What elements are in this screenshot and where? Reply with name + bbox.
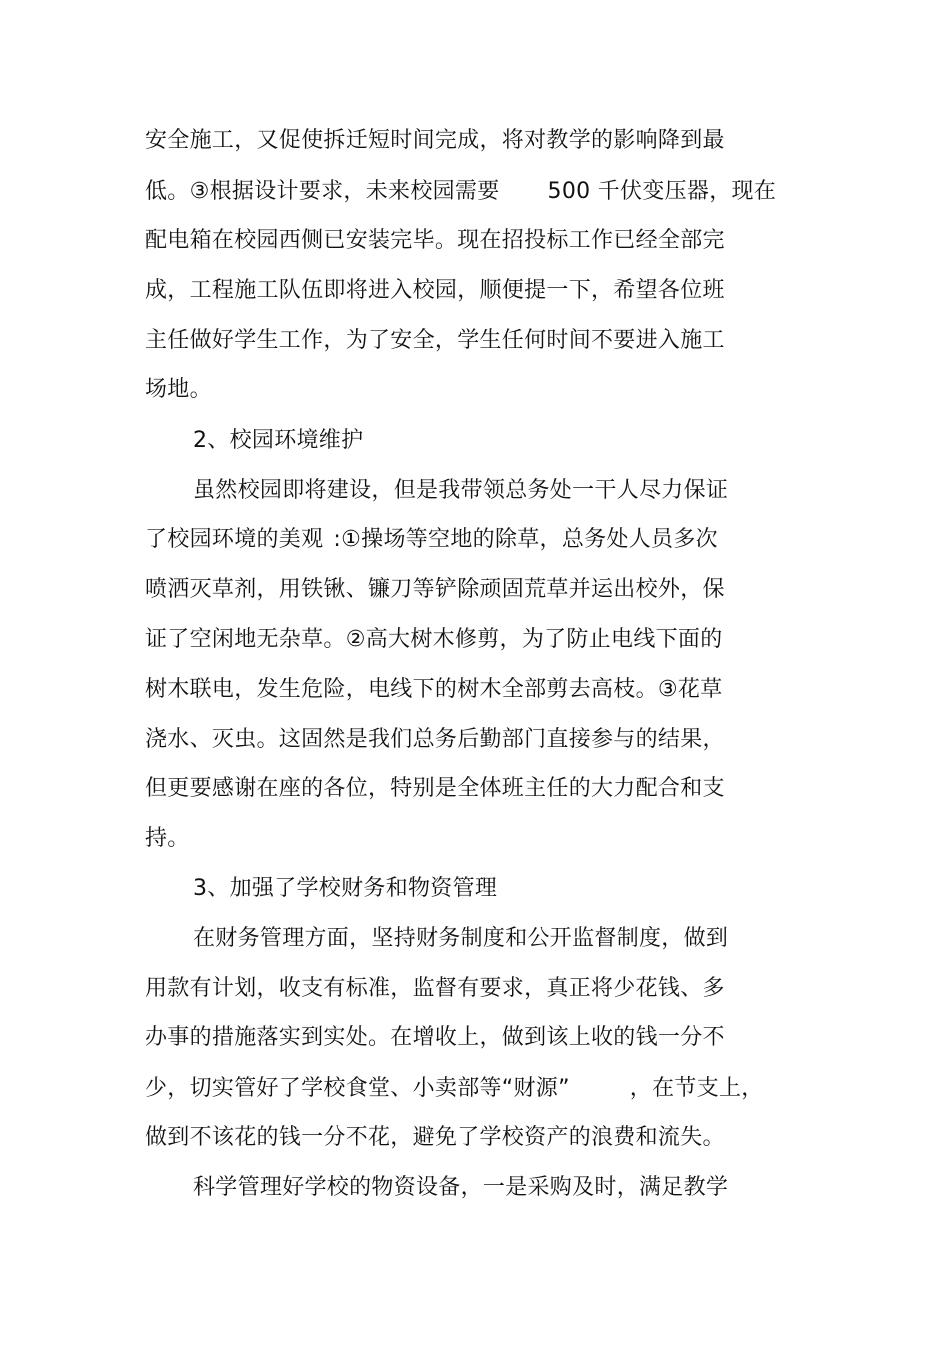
- paragraph-line: [145, 525, 718, 555]
- line-text-end: ，在节支上，: [629, 1076, 764, 1101]
- paragraph-line: [145, 1123, 725, 1153]
- line-text: 喷洒灭草剂，用铁锹、镰刀等铲除顽固荒草并运出校外，保: [145, 577, 725, 602]
- paragraph-line: [145, 276, 725, 306]
- paragraph-line: [193, 1173, 728, 1203]
- paragraph-line: [145, 226, 725, 256]
- paragraph-line: [193, 476, 728, 506]
- section-heading: [193, 874, 497, 904]
- heading-text: 2、校园环境维护: [193, 428, 364, 453]
- paragraph-line: [145, 375, 212, 405]
- paragraph-line: [145, 824, 190, 854]
- line-text: 用款有计划，收支有标准，监督有要求，真正将少花钱、多: [145, 976, 725, 1001]
- paragraph-line: [145, 575, 725, 605]
- line-text-start: 了校园环境的美观: [145, 527, 324, 552]
- line-text: 做到不该花的钱一分不花，避免了学校资产的浪费和流失。: [145, 1125, 725, 1150]
- line-text: 配电箱在校园西侧已安装完毕。现在招投标工作已经全部完: [145, 228, 725, 253]
- line-text: 安全施工，又促使拆迁短时间完成，将对教学的影响降到最: [145, 128, 725, 153]
- line-text-end: 500 千伏变压器，现在: [547, 179, 777, 204]
- paragraph-line: [145, 126, 725, 156]
- paragraph-line: [145, 774, 725, 804]
- line-text: 主任做好学生工作，为了安全，学生任何时间不要进入施工: [145, 328, 725, 353]
- line-text: 办事的措施落实到实处。在增收上，做到该上收的钱一分不: [145, 1025, 725, 1050]
- line-text-start: 低。③根据设计要求，未来校园需要: [145, 179, 500, 204]
- line-text: 成，工程施工队伍即将进入校园，顺便提一下，希望各位班: [145, 278, 725, 303]
- paragraph-line: [145, 725, 725, 755]
- line-text: 但更要感谢在座的各位，特别是全体班主任的大力配合和支: [145, 776, 725, 801]
- line-text: 科学管理好学校的物资设备，一是采购及时，满足教学: [193, 1175, 729, 1200]
- line-text: 证了空闲地无杂草。②高大树木修剪，为了防止电线下面的: [145, 627, 723, 652]
- paragraph-line: [193, 924, 728, 954]
- line-text: 场地。: [145, 377, 212, 402]
- heading-text: 3、加强了学校财务和物资管理: [193, 876, 498, 901]
- line-text-start: 少，切实管好了学校食堂、小卖部等“财源”: [145, 1076, 570, 1101]
- paragraph-line: [145, 625, 723, 655]
- line-text: 持。: [145, 826, 190, 851]
- line-text: 树木联电，发生危险，电线下的树木全部剪去高枝。③花草: [145, 677, 723, 702]
- paragraph-line: [145, 1023, 725, 1053]
- paragraph-line: [145, 1074, 764, 1104]
- line-text-end: :①操场等空地的除草，总务处人员多次: [333, 527, 718, 552]
- line-text: 浇水、灭虫。这固然是我们总务后勤部门直接参与的结果，: [145, 727, 725, 752]
- paragraph-line: [145, 177, 776, 207]
- line-text: 虽然校园即将建设，但是我带领总务处一干人尽力保证: [193, 478, 729, 503]
- line-text: 在财务管理方面，坚持财务制度和公开监督制度，做到: [193, 926, 729, 951]
- paragraph-line: [145, 326, 725, 356]
- section-heading: [193, 426, 363, 456]
- paragraph-line: [145, 974, 725, 1004]
- paragraph-line: [145, 675, 723, 705]
